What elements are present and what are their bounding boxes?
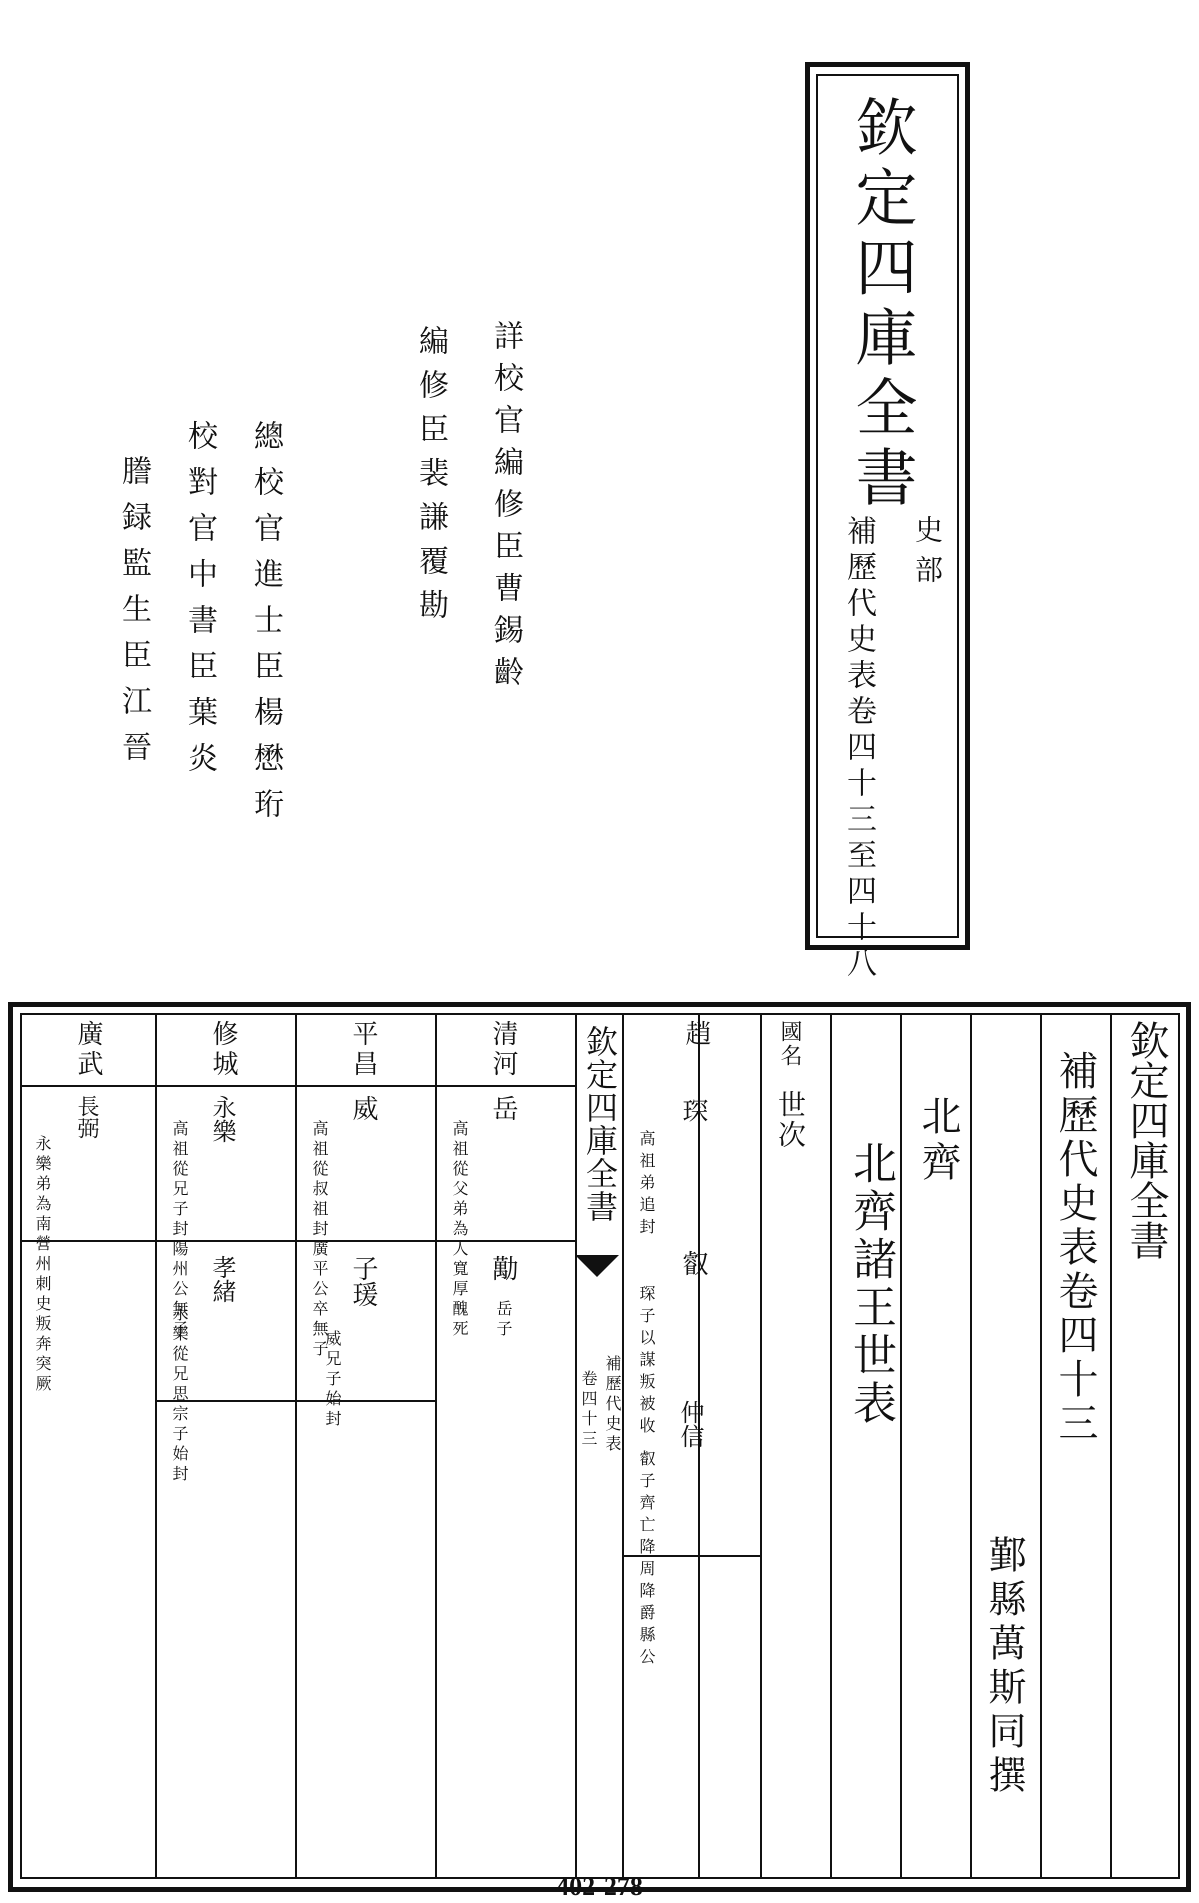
margin-volume: 補歷代史表 [603,1355,622,1455]
margin-chapter: 卷四十三 [579,1370,598,1450]
right-page-table-title: 北齊諸王世表 [845,1140,896,1428]
grid-line [155,1400,435,1402]
margin-header: 欽定四庫全書 [581,1025,619,1223]
generation-note: 威兄子始封 [323,1330,342,1430]
row-label-state: 國名 [777,1020,802,1068]
generation-name: 岳 [488,1095,518,1121]
generation-note: 永樂從兄思宗子始封 [170,1305,189,1485]
generation-note: 高祖從叔祖封廣平公卒無子 [310,1120,329,1360]
grid-line [295,1013,297,1879]
generation-note: 高祖從兄子封陽州公無子 [170,1120,189,1340]
right-page-volume: 補歷代史表卷四十三 [1052,1050,1098,1446]
generation-note: 叡子齊亡降周降爵縣公 [637,1450,656,1670]
generation-name: 仲信 [676,1400,704,1448]
fish-tail-marker [575,1255,619,1277]
fold-line-right [622,1013,624,1879]
right-page-compiler: 鄞縣萬斯同撰 [982,1535,1026,1799]
grid-line [1110,1013,1112,1879]
generation-name: 威 [348,1095,378,1121]
generation-note: 永樂弟為南營州刺史叛奔突厥 [33,1135,52,1395]
state-header: 修城 [208,1020,238,1080]
official-detail-proofreader: 詳校官編修臣曹錫齡 [488,320,523,698]
grid-line [435,1013,437,1879]
state-header-zhao: 趙 [681,1020,711,1050]
row-label-generation: 世次 [774,1090,807,1150]
state-header: 廣武 [73,1020,103,1080]
right-page-header: 欽定四庫全書 [1123,1020,1169,1260]
generation-name: 永樂 [208,1095,236,1143]
official-chief-proofreader: 總校官進士臣楊懋珩 [248,420,283,834]
generation-note: 岳子 [494,1300,513,1340]
grid-line [830,1013,832,1879]
grid-line [970,1013,972,1879]
official-collator: 校對官中書臣葉炎 [182,420,217,788]
generation-name: 長弼 [74,1095,99,1139]
generation-note: 高祖從父弟為人寬厚醜死 [450,1120,469,1340]
official-editor-reviewer: 編修臣裴謙覆勘 [413,325,448,633]
cover-category: 史部 [911,515,944,595]
cover-book-title: 補歷代史表卷四十三至四十八 [841,515,876,983]
generation-name: 子瑗 [348,1255,378,1307]
generation-name: 勱 [488,1255,518,1281]
grid-line [760,1013,762,1879]
generation-note: 高祖弟追封 [637,1130,656,1240]
grid-line [1040,1013,1042,1879]
state-header: 清河 [488,1020,518,1080]
generation-name: 孝緒 [208,1255,236,1303]
cover-title: 欽定四庫全書 [845,95,918,515]
page-number: 402-278 [556,1872,643,1901]
grid-line [20,1240,575,1242]
generation-note: 琛子以謀叛被收 [637,1285,656,1439]
grid-line [155,1013,157,1879]
official-copyist: 謄録監生臣江晉 [116,455,151,777]
generation-name: 琛 [678,1098,708,1124]
generation-name: 叡 [678,1250,708,1276]
grid-line [20,1085,575,1087]
right-page-section: 北齊 [915,1095,961,1187]
state-header: 平昌 [348,1020,378,1080]
grid-line [900,1013,902,1879]
fold-line-left [575,1013,577,1879]
